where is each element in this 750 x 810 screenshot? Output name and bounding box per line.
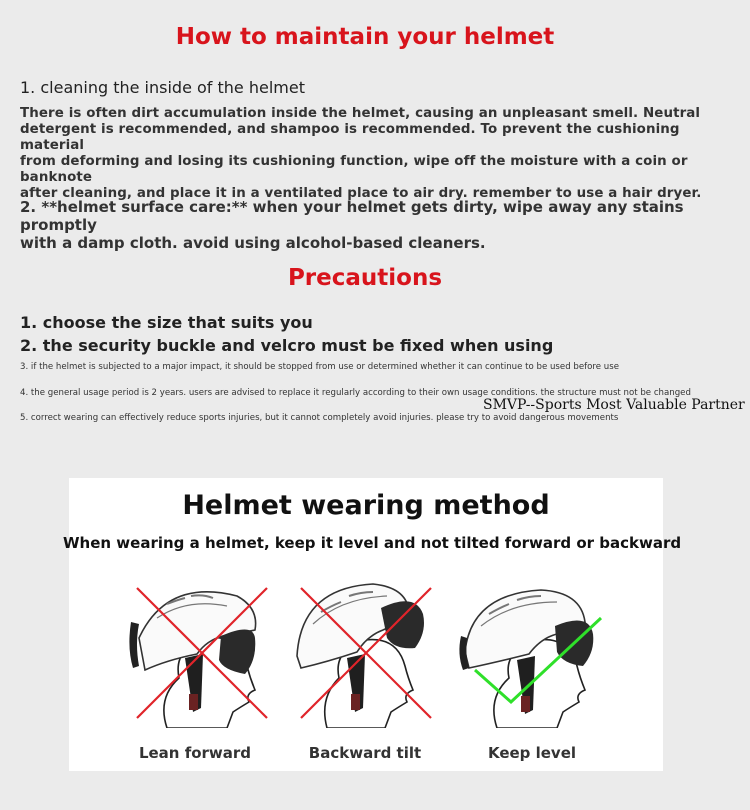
surface-care-line: 2. **helmet surface care:** when your helmet gets dirty, wipe away any stains promptly xyxy=(20,198,684,234)
precautions-title: Precautions xyxy=(287,265,443,291)
precaution-item-5: 5. correct wearing can effectively reduce sports injuries, but it cannot completely avoid injuries. please try to avoid dangerous movements xyxy=(20,413,619,423)
cleaning-heading: 1. cleaning the inside of the helmet xyxy=(20,78,305,97)
wearing-title: Helmet wearing method xyxy=(182,490,550,521)
helmet-keep-level-figure xyxy=(457,578,607,728)
helmet-lean-forward-figure xyxy=(127,578,277,728)
wearing-subtitle: When wearing a helmet, keep it level and not tilted forward or backward xyxy=(63,534,682,552)
cleaning-line: from deforming and losing its cushioning function, wipe off the moisture with a coin or banknote xyxy=(20,154,688,185)
wearing-method-card xyxy=(63,478,682,771)
cleaning-paragraph xyxy=(20,106,740,202)
cleaning-line: after cleaning, and place it in a ventilated place to air dry. remember to use a hair dryer. xyxy=(20,186,702,201)
caption-keep-level: Keep level xyxy=(487,744,577,762)
cleaning-line: detergent is recommended, and shampoo is recommended. To prevent the cushioning material xyxy=(20,122,680,153)
precaution-item-3: 3. if the helmet is subjected to a major impact, it should be stopped from use or determined whether it can continue to be used before use xyxy=(20,362,619,372)
brand-watermark: SMVP--Sports Most Valuable Partner xyxy=(483,397,745,413)
caption-lean-forward: Lean forward xyxy=(138,744,252,762)
cleaning-line: There is often dirt accumulation inside the helmet, causing an unpleasant smell. Neutral xyxy=(20,106,701,121)
surface-care-paragraph xyxy=(20,198,740,252)
caption-backward-tilt: Backward tilt xyxy=(308,744,422,762)
precaution-item-2: 2. the security buckle and velcro must be fixed when using xyxy=(20,336,554,355)
precaution-item-1: 1. choose the size that suits you xyxy=(20,313,313,332)
precaution-item-4: 4. the general usage period is 2 years. users are advised to replace it regularly according to their own usage conditions. the structure must not be changed xyxy=(20,388,691,398)
surface-care-line: with a damp cloth. avoid using alcohol-based cleaners. xyxy=(20,234,486,252)
helmet-backward-tilt-figure xyxy=(291,578,441,728)
maintain-title: How to maintain your helmet xyxy=(175,24,555,50)
